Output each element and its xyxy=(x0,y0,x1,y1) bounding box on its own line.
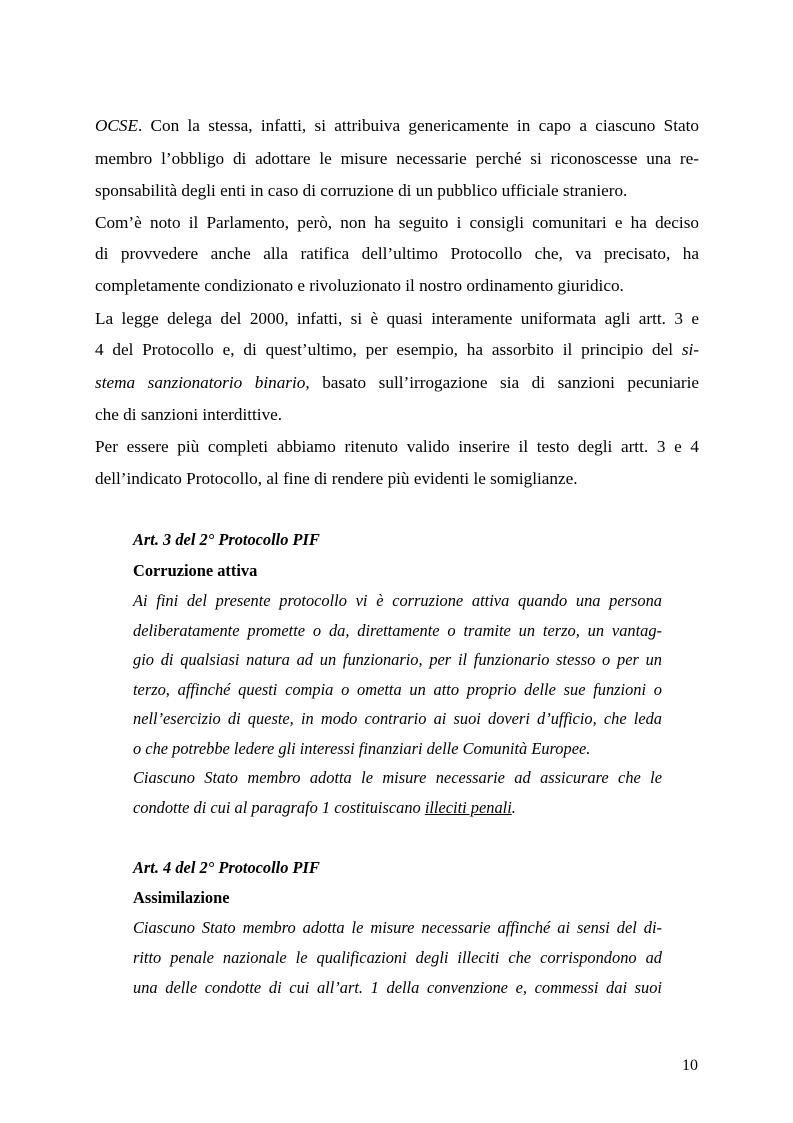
article-3-subheading: Corruzione attiva xyxy=(133,561,258,580)
body-line: Per essere più completi abbiamo ritenuto valido inserire il testo degli artt. 3 e 4 xyxy=(95,437,699,456)
quote-line: nell’esercizio di queste, in modo contrario ai suoi doveri d’ufficio, che leda xyxy=(133,709,662,728)
body-line: Com’è noto il Parlamento, però, non ha seguito i consigli comunitari e ha deciso xyxy=(95,213,699,232)
quote-line: deliberatamente promette o da, direttamente o tramite un terzo, un vantag- xyxy=(133,621,662,640)
article-4-subheading: Assimilazione xyxy=(133,888,230,907)
quote-line: Ciascuno Stato membro adotta le misure necessarie ad assicurare che le xyxy=(133,768,662,787)
quote-line: Ciascuno Stato membro adotta le misure necessarie affinché ai sensi del di- xyxy=(133,918,662,937)
quote-line: ritto penale nazionale le qualificazioni degli illeciti che corrispondono ad xyxy=(133,948,662,967)
body-line: 4 del Protocollo e, di quest’ultimo, per esempio, ha assorbito il principio del si- xyxy=(95,340,699,359)
body-line: membro l’obbligo di adottare le misure necessarie perché si riconoscesse una re- xyxy=(95,149,699,168)
body-line: completamente condizionato e rivoluzionato il nostro ordinamento giuridico. xyxy=(95,276,624,295)
quote-line: condotte di cui al paragrafo 1 costituiscano illeciti penali. xyxy=(133,798,516,817)
quote-line: una delle condotte di cui all’art. 1 della convenzione e, commessi dai suoi xyxy=(133,978,662,997)
body-line: OCSE. Con la stessa, infatti, si attribuiva genericamente in capo a ciascuno Stato xyxy=(95,116,699,135)
body-line: di provvedere anche alla ratifica dell’ultimo Protocollo che, va precisato, ha xyxy=(95,244,699,263)
body-line: stema sanzionatorio binario, basato sull’irrogazione sia di sanzioni pecuniarie xyxy=(95,373,699,392)
quote-line: gio di qualsiasi natura ad un funzionario, per il funzionario stesso o per un xyxy=(133,650,662,669)
underlined-term: illeciti penali xyxy=(424,798,512,817)
body-line: sponsabilità degli enti in caso di corruzione di un pubblico ufficiale straniero. xyxy=(95,181,628,200)
body-line: dell’indicato Protocollo, al fine di rendere più evidenti le somiglianze. xyxy=(95,469,578,488)
article-4-heading: Art. 4 del 2° Protocollo PIF xyxy=(133,858,320,877)
page-number: 10 xyxy=(682,1057,698,1074)
body-line: che di sanzioni interdittive. xyxy=(95,405,283,424)
body-line: La legge delega del 2000, infatti, si è quasi interamente uniformata agli artt. 3 e xyxy=(95,309,699,328)
article-3-heading: Art. 3 del 2° Protocollo PIF xyxy=(133,530,320,549)
quote-line: Ai fini del presente protocollo vi è corruzione attiva quando una persona xyxy=(133,591,662,610)
quote-line: terzo, affinché questi compia o ometta un atto proprio delle sue funzioni o xyxy=(133,680,662,699)
quote-line: o che potrebbe ledere gli interessi finanziari delle Comunità Europee. xyxy=(133,739,591,758)
